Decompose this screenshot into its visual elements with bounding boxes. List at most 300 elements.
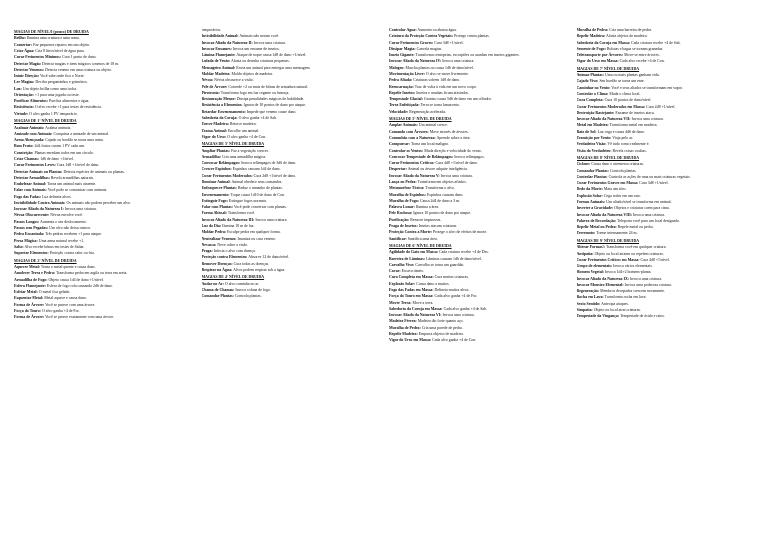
spell-name: Comando com Árvores: [389, 129, 429, 134]
section-heading: MAGIAS DE NÍVEL 0 (pouco) DE DRUIDA [14, 30, 89, 34]
spell-entry [389, 180, 567, 185]
spell-entry [14, 182, 192, 187]
spell-description: Invoca uma poderosa criatura. [624, 282, 672, 287]
spell-name: Aquecer Metal: [14, 264, 40, 269]
spell-entry [389, 59, 567, 64]
spell-description: Objeto causa 1d4 de dano +1/nível. [48, 277, 104, 282]
spell-name: Embelezar Animal: [14, 182, 47, 187]
spell-entry [14, 201, 192, 206]
section-heading: MAGIAS DE 3º NÍVEL DE DRUIDA [201, 142, 265, 147]
spell-name: Resistência: [14, 105, 34, 110]
spell-entry [202, 174, 380, 179]
spell-entry [14, 62, 192, 67]
spell-entry [14, 278, 192, 283]
spell-description: Um aliado/nível se transforma em animal. [606, 200, 672, 205]
spell-description: Cancela magias. [416, 46, 443, 51]
spell-name: Invocar Aliado da Natureza III: [201, 217, 255, 222]
spell-name: Controlar Água: [389, 28, 417, 32]
spell-name: Resistência a Elementos: [201, 103, 243, 108]
spell-name: Agilidade do Gato em Massa: [389, 250, 439, 255]
spell-entry [202, 180, 380, 185]
spell-description: Metal aquece e causa dano. [44, 296, 87, 301]
spell-description: Teleporta você para um local designado. [617, 218, 680, 223]
spell-name: Pele de Árvore: [201, 84, 228, 89]
spell-description: Cura 2d8 +1/nível. [646, 104, 676, 109]
spell-description: Absorve 12 de dano/nível. [248, 255, 290, 260]
spell-description: Controla plantas. [609, 168, 637, 173]
spell-name: Detectar Animais ou Plantas: [14, 169, 63, 174]
spell-name: Criar Chamas: [14, 156, 40, 161]
spell-name: Visão do Verdadeiro: [576, 148, 612, 153]
spell-description: Invoca uma criatura. [631, 117, 664, 122]
spell-description: Enxame de insetos ataca. [615, 110, 655, 115]
spell-entry [389, 130, 567, 135]
spell-entry [389, 149, 567, 154]
spell-name: Trama Animal: [201, 128, 228, 133]
spell-name: Sexto Sentido: [576, 301, 601, 306]
spell-entry [202, 91, 380, 96]
spell-name: Praga de Insetos: [389, 223, 418, 228]
spell-entry [577, 149, 755, 154]
spell-entry [14, 138, 192, 143]
spell-name: Proteção contra Elementos: [201, 255, 248, 260]
spell-description: Infecta o alvo com doença. [213, 249, 256, 254]
spell-description: Viaja pelo ar. [612, 136, 633, 140]
spell-description: Causa dano a muitos. [416, 281, 450, 286]
spell-entry [389, 199, 567, 204]
spell-name: Velocidade: [389, 109, 409, 114]
spell-name: Moldar Pedra: [201, 230, 227, 235]
spell-description: Animal ou árvore adquire inteligência. [407, 167, 468, 172]
spell-name: Luz: [14, 86, 22, 91]
spell-entry [389, 230, 567, 235]
spell-entry [577, 314, 755, 319]
spell-name: Reencarnação: [389, 84, 414, 89]
spell-name: Cura Completa em Massa: [389, 275, 434, 280]
spell-description: O alvo caminha no ar. [224, 281, 260, 286]
spell-entry [14, 126, 192, 131]
spell-description: Invoca uma criatura. [255, 217, 288, 222]
spell-description: O metal fica gelado. [38, 290, 71, 295]
spell-name: Muralha de Espinhos: [389, 192, 426, 197]
spell-name: Detectar Magia: [14, 61, 42, 66]
section-heading: MAGIAS DE 2º NÍVEL DE DRUIDA [14, 258, 77, 263]
spell-description: Bolotas e bagas se tornam granadas. [606, 46, 664, 51]
spell-entry [577, 308, 755, 313]
spell-entry [14, 239, 192, 244]
spell-description: Muda o clima local. [609, 92, 641, 97]
spell-name: Repelir Insetos: [389, 90, 416, 95]
spell-description: Retorce madeira. [229, 122, 257, 127]
spell-name: Curar Ferimentos Moderados em Massa: [576, 104, 646, 109]
spell-entry [389, 28, 567, 33]
spell-name: Comandar Plantas: [576, 168, 609, 173]
spell-name: Suportar Elementos: [14, 251, 49, 256]
section-heading: MAGIAS DE 1º NÍVEL DE DRUIDA [14, 119, 77, 124]
spell-description: Imuniza ou cura veneno. [237, 236, 277, 241]
spell-description: Criaturas sofrem 1d8 de dano. [413, 78, 461, 83]
spell-entry [389, 193, 567, 198]
spell-description: Cura 4d8 +1/nível de dano. [435, 161, 479, 166]
spell-entry [202, 199, 380, 204]
spell-entry [389, 205, 567, 210]
spell-name: Tempestade da Vingança: [576, 314, 620, 319]
spell-name: Formas Animais: [576, 200, 606, 205]
spell-name: Detectar Armadilhas: [14, 175, 50, 180]
spell-name: Respirar na Água: [201, 267, 233, 272]
spell-name: Forma Abissal: [201, 211, 227, 216]
spell-name: Presa Mágica: [14, 238, 38, 243]
spell-entry [14, 87, 192, 92]
spell-description: Transforma em objetos afiados. [417, 179, 467, 184]
spell-entry [202, 129, 380, 134]
spell-entry [202, 237, 380, 242]
spell-entry [389, 319, 567, 324]
spell-description: Remove impurezas. [410, 217, 442, 222]
spell-entry [14, 151, 192, 156]
spell-name: Amplar Animais: [389, 123, 418, 128]
spell-name: Curar Ferimentos Graves em Massa: [576, 181, 639, 186]
spell-description: Cura 3d8 +1/nível. [639, 181, 669, 186]
spell-entry [202, 116, 380, 121]
spell-description: Invoca uma criatura. [630, 276, 663, 281]
spell-description: Reduz o tamanho de plantas. [237, 186, 283, 191]
spell-description: Você pode conversar com plantas. [233, 205, 287, 210]
spell-entry [577, 59, 755, 64]
spell-entry [577, 295, 755, 300]
spell-entry [389, 288, 567, 293]
spell-name: Invisibilidade Animal: [201, 34, 239, 39]
spell-entry [202, 103, 380, 108]
spell-name: Homem Vegetal: [576, 270, 605, 275]
spell-entry [577, 47, 755, 52]
spell-name: Curar Ferimentos Críticos: [389, 161, 435, 166]
spell-description: +1 para uma jogada ou teste. [34, 92, 80, 97]
spell-description: Neve cobre a visão. [217, 242, 249, 247]
spell-entry [389, 97, 567, 102]
spell-entry [389, 263, 567, 268]
spell-entry [202, 262, 380, 267]
spell-name: Falar com Plantas: [201, 205, 233, 210]
spell-name: Simpatia: [576, 308, 593, 313]
spell-description: temporários. [201, 28, 222, 32]
spell-name: Armadilha de Fogo: [14, 277, 48, 282]
spell-name: Ler Magias: [14, 80, 35, 85]
spell-description: Névoa obscurece a visão. [214, 78, 254, 83]
spell-name: Controlar Plantas: [576, 174, 608, 179]
spell-name: Névoa Obscurecente: [14, 213, 50, 218]
spell-name: Retardar Envenenamento: [201, 109, 246, 114]
spell-entry [577, 194, 755, 199]
spell-entry [577, 98, 755, 103]
spell-description: Empurra objetos de madeira. [418, 331, 464, 336]
section-heading: MAGIAS DE 8º NÍVEL DE DRUIDA [576, 155, 640, 160]
spell-name: Purificação: [389, 217, 410, 222]
spell-name: Barreira de Lâminas: [389, 256, 426, 261]
spell-name: Arma Abençoada: [14, 138, 45, 143]
spell-entry [14, 36, 192, 41]
spell-description: Terra se torna lamacenta. [420, 103, 460, 108]
spell-description: Detecta veneno em uma criatura ou objeto. [45, 67, 112, 72]
spell-description: Granizo causa 5d6 de dano em um cilindro. [423, 97, 492, 102]
spell-description: Protege contra plantas. [454, 34, 490, 39]
spell-name: Muralha de Pedra: [576, 28, 609, 32]
column-4 [577, 28, 755, 533]
spell-name: Lâmina Flamejante: [201, 53, 236, 58]
spell-entry [389, 174, 567, 179]
spell-name: Invisibilidade Contra Animais: [14, 200, 66, 205]
spell-name: Curar Ferimentos Moderados: [201, 173, 253, 178]
spell-description: Repele metal ou pedra. [617, 225, 654, 230]
spell-description: Molda objetos de madeira. [231, 71, 273, 76]
spell-entry [14, 43, 192, 48]
spell-description: Protege o alvo de efeitos de morte. [433, 230, 488, 235]
spell-description: Espinhos causam 1d4 de dano. [232, 167, 281, 172]
spell-description: Detecta magias e itens mágicos a menos de 18 m. [42, 61, 120, 66]
spell-entry [14, 49, 192, 54]
spell-description: Conquista a amizade de um animal. [53, 131, 110, 136]
spell-name: Invocar Monstro Elemental: [576, 282, 624, 287]
spell-entry [389, 313, 567, 318]
spell-name: Curar Ferimentos Mínimos: [14, 55, 62, 60]
spell-description: Invoca coluna de fogo. [235, 287, 271, 292]
spell-description: Regeneração acelerada. [409, 109, 447, 114]
spell-description: Cura 4d8 +1/nível. [640, 257, 670, 262]
spell-description: Esculpe pedra em qualquer forma. [227, 230, 281, 235]
spell-name: Envenenamento: [201, 192, 230, 197]
spell-entry [14, 245, 192, 250]
spell-entry [389, 72, 567, 77]
spell-description: Envia um animal para entregar uma mensagem. [236, 65, 311, 70]
spell-name: Passos sem Pegadas: [14, 226, 49, 231]
spell-name: Movimentação Livre: [389, 71, 425, 76]
spell-description: Extingue fogos normais. [228, 198, 268, 203]
spell-name: Invocar Aliado da Natureza VII: [576, 117, 631, 122]
spell-description: Animais não notam você. [239, 34, 280, 39]
spell-description: Uma arma natural recebe +1. [38, 238, 85, 243]
spell-entry [202, 122, 380, 127]
column-1 [14, 28, 192, 533]
spell-entry [389, 224, 567, 229]
spell-name: Torcer Madeira: [201, 122, 229, 127]
spell-description: Cega todos em um raio. [603, 193, 641, 198]
spell-description: Névoa envolve você. [50, 213, 83, 218]
spell-description: Transforma metal em madeira. [609, 123, 658, 128]
spell-description: Cada alvo ganha +4 de For. [434, 294, 478, 299]
spell-description: Ignora 10 pontos de dano por ataque. [413, 211, 472, 216]
spell-name: Luz do Dia: [201, 223, 222, 228]
spell-entry [202, 211, 380, 216]
section-heading: MAGIAS DE 4º NÍVEL DE DRUIDA [201, 275, 265, 280]
spell-entry [202, 161, 380, 166]
spell-name: Invocar Aliado da Natureza I: [14, 207, 64, 212]
spell-name: Ciclone: [576, 162, 591, 167]
spell-description: Transforma você. [227, 211, 256, 216]
spell-name: Invocar Aliado da Natureza VI: [389, 313, 442, 318]
spell-entry [389, 307, 567, 312]
spell-description: Afasta objetos de madeira. [606, 34, 648, 39]
spell-entry [389, 269, 567, 274]
spell-entry [389, 282, 567, 287]
spell-description: Cada alvo recebe +4 de Con. [619, 59, 665, 64]
spell-entry [202, 78, 380, 83]
spell-description: Torna um animal mais atraente. [47, 182, 97, 187]
spell-description: Santifica uma área. [407, 236, 438, 241]
spell-name: Enfraquecer Plantas: [201, 186, 237, 191]
spell-entry [577, 252, 755, 257]
spell-name: Repelir Metal ou Pedra: [576, 225, 617, 230]
spell-entry [202, 34, 380, 39]
spell-name: Invocar Aliado da Natureza IV: [389, 59, 442, 64]
spell-description: Revela armadilhas naturais. [50, 175, 95, 180]
spell-name: Vigor do Urso: [201, 134, 227, 139]
spell-entry [577, 162, 755, 167]
spell-name: Ampliar Plantas: [201, 148, 231, 153]
spell-description: Animal obedece seus comandos. [231, 179, 283, 184]
spell-description: Ilumina a área. [415, 205, 440, 210]
spell-entry [14, 132, 192, 137]
spell-description: Invoca 1d4+2 homens-planta. [605, 270, 652, 275]
spell-entry [389, 338, 567, 343]
spell-description: Cura 3d8 +1/nível. [434, 40, 464, 45]
spell-description: Cura 2d8 +1/nível de dano. [253, 173, 297, 178]
spell-description: Cria uma parede de pedra. [421, 325, 463, 330]
spell-description: Os animais não podem perceber um alvo. [66, 200, 131, 205]
spell-name: Invocar Aliado da Natureza IX: [576, 276, 630, 281]
spell-description: Membros decepados crescem novamente. [600, 289, 665, 294]
spell-description: Move através de árvores. [429, 129, 469, 134]
spell-description: Esfera de fogo rola causando 2d6 de dano. [46, 283, 113, 288]
spell-entry [389, 155, 567, 160]
spell-description: Torna o metal quente e causa dano. [40, 264, 96, 269]
spell-entry [202, 53, 380, 58]
spell-entry [389, 66, 567, 71]
spell-description: Dissipa penalidades mágicas de habilidade. [236, 97, 305, 102]
spell-name: Explosão Solar: [576, 193, 603, 198]
spell-entry [389, 78, 567, 83]
spell-entry [14, 290, 192, 295]
spell-name: Névoa: [201, 78, 214, 83]
spell-name: Raio de Sol: [576, 129, 597, 134]
spell-description: 2d4 frutos curam 1 PV cada um. [34, 144, 85, 149]
spell-entry [389, 34, 567, 39]
spell-description: Espinhos causam dano. [426, 192, 464, 197]
spell-name: Semente de Fogo: [576, 46, 606, 51]
spell-name: Malogro: [389, 65, 405, 70]
spell-name: Terra Enfeitiçada: [389, 103, 420, 108]
spell-name: Transição por Vento: [576, 136, 612, 140]
spell-description: Invoca vários elementais. [613, 264, 653, 269]
spell-name: Invocar Aliado da Natureza II: [201, 40, 253, 45]
spell-name: Antipatia: [576, 251, 594, 256]
spell-entry [577, 117, 755, 122]
spell-name: Curar Ferimentos Leves: [14, 163, 56, 168]
spell-description: Transforma você em qualquer criatura. [605, 245, 667, 250]
spell-name: Virtude: [14, 111, 29, 116]
spell-description: Você e seus aliados se transformam em vapor. [611, 85, 683, 90]
section-heading: MAGIAS DE 5º NÍVEL DE DRUIDA [389, 117, 452, 122]
spell-description: Você sabe onde fica o Norte. [39, 74, 85, 79]
spell-description: Revela coisas ocultas. [612, 148, 647, 153]
spell-description: Controla plantas. [234, 294, 262, 299]
spell-entry [577, 181, 755, 186]
spell-entry [577, 136, 755, 141]
spell-description: Transforma o alvo. [425, 186, 455, 191]
spell-entry [577, 130, 755, 135]
spell-description: Um objeto brilha como uma tocha. [22, 86, 78, 91]
section-heading: MAGIAS DE 7º NÍVEL DE DRUIDA [576, 66, 640, 71]
spell-entry [577, 270, 755, 275]
spell-entry [202, 47, 380, 52]
spell-entry [14, 265, 192, 270]
spell-entry [202, 193, 380, 198]
spell-entry [577, 111, 755, 116]
spell-entry [577, 73, 755, 78]
spell-entry [577, 53, 755, 58]
spell-name: Extinguir Fogo: [201, 198, 228, 203]
spell-description: Cura 1 ponto de dano. [62, 55, 97, 60]
spell-description: Um animal cresce. [418, 123, 448, 128]
spell-entry [389, 142, 567, 147]
spell-entry [577, 79, 755, 84]
spell-description: Escava túneis. [401, 269, 424, 274]
spell-description: Cada criatura recebe +4 de Sab. [631, 40, 681, 45]
spell-name: Amolecer Terra e Pedra: [14, 271, 56, 276]
spell-name: Neutralizar Venenos: [201, 236, 237, 241]
spell-description: Invoca uma criatura. [253, 40, 286, 45]
spell-name: Intuir Direção: [14, 74, 40, 79]
spell-name: Alterar Formas!: [576, 245, 606, 250]
spell-name: Verdadeira Visão: [576, 142, 607, 147]
spell-name: Bom Fruto: [14, 144, 34, 149]
spell-name: Passos Longos: [14, 219, 40, 224]
spell-name: Rocha em Lava: [576, 295, 604, 300]
spell-name: Chama de Chamas: [201, 287, 235, 292]
spell-name: Cura Completa: [576, 98, 604, 103]
spell-entry [389, 326, 567, 331]
spell-entry [202, 28, 380, 33]
spell-description: Cajado ou bordão se torna uma arma. [45, 138, 104, 143]
spell-entry [577, 231, 755, 236]
spell-description: Transforma fogo em luz cegante ou fumaça. [220, 90, 290, 95]
spell-description: Cura 1d8 +1/nível de dano. [56, 163, 100, 168]
spell-name: Lança ou Pedra: [389, 179, 417, 184]
spell-name: Santificar: [389, 236, 407, 241]
spell-entry [202, 243, 380, 248]
spell-entry [14, 74, 192, 79]
spell-name: Destruição Rastejante: [576, 110, 615, 115]
spell-name: Criar Água: [14, 48, 35, 53]
spell-description: Torna um local maligno. [411, 142, 450, 147]
spell-name: Caminhar no Vento: [576, 85, 611, 90]
spell-description: Murcha plantas ou causa 1d6 de dano/nível. [405, 65, 474, 70]
spell-name: Repelir Madeira: [576, 34, 606, 39]
spell-description: Objetos e criaturas caem para cima. [614, 206, 670, 211]
spell-entry [202, 249, 380, 254]
spell-description: Aumenta o seu deslocamento. [39, 219, 87, 224]
spell-name: Forma de Árvore: [14, 315, 45, 320]
spell-description: Cada alvo ganha +4 de Con. [432, 338, 477, 343]
spell-entry [202, 218, 380, 223]
spell-name: Dissipar Magia: [389, 46, 416, 51]
spell-name: Dedo da Morte: [576, 187, 603, 192]
spell-entry [14, 93, 192, 98]
spell-name: Carvalho Vivo: [389, 262, 415, 267]
spell-entry [577, 187, 755, 192]
spell-entry [14, 271, 192, 276]
spell-name: Fogo das Fadas: [14, 194, 42, 199]
spell-name: Salto: [14, 244, 24, 249]
